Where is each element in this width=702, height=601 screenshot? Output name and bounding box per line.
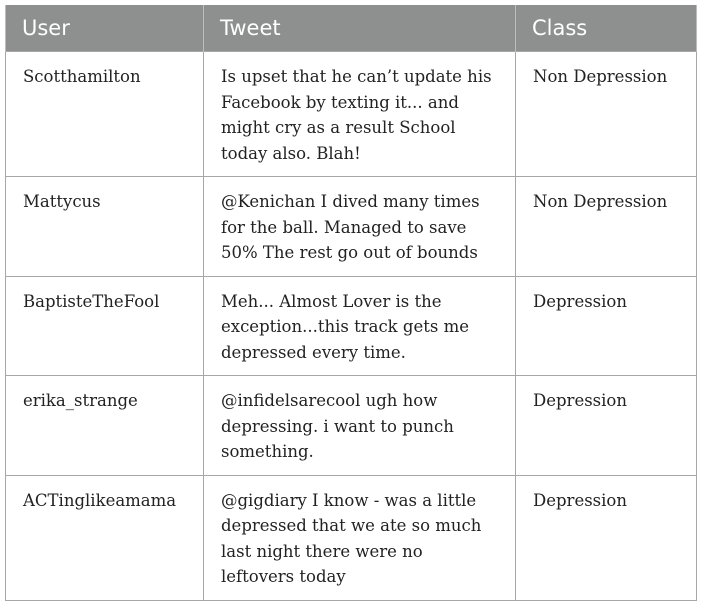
cell-tweet: @gigdiary I know - was a little depressed that we ate so much last night there were no leftovers today — [204, 475, 516, 600]
cell-tweet: @Kenichan I dived many times for the ball. Managed to save 50% The rest go out of bounds — [204, 177, 516, 277]
cell-user: Mattycus — [6, 177, 204, 277]
header-tweet: Tweet — [204, 5, 516, 52]
cell-tweet: Is upset that he can’t update his Facebook by texting it... and might cry as a result School today also. Blah! — [204, 52, 516, 177]
table-row — [6, 376, 697, 476]
header-user: User — [6, 5, 204, 52]
cell-user: BaptisteTheFool — [6, 276, 204, 376]
tweet-classification-table — [5, 5, 697, 601]
cell-tweet: Meh... Almost Lover is the exception...this track gets me depressed every time. — [204, 276, 516, 376]
cell-user: Scotthamilton — [6, 52, 204, 177]
cell-class: Depression — [516, 376, 697, 476]
table-row — [6, 52, 697, 177]
header-class: Class — [516, 5, 697, 52]
table-row — [6, 276, 697, 376]
table-row — [6, 177, 697, 277]
cell-class: Depression — [516, 475, 697, 600]
cell-tweet: @infidelsarecool ugh how depressing. i want to punch something. — [204, 376, 516, 476]
cell-class: Non Depression — [516, 52, 697, 177]
table-header — [6, 5, 697, 52]
cell-user: erika_strange — [6, 376, 204, 476]
cell-class: Depression — [516, 276, 697, 376]
table-row — [6, 475, 697, 600]
cell-user: ACTinglikeamama — [6, 475, 204, 600]
table-body — [6, 52, 697, 601]
header-row — [6, 5, 697, 52]
cell-class: Non Depression — [516, 177, 697, 277]
